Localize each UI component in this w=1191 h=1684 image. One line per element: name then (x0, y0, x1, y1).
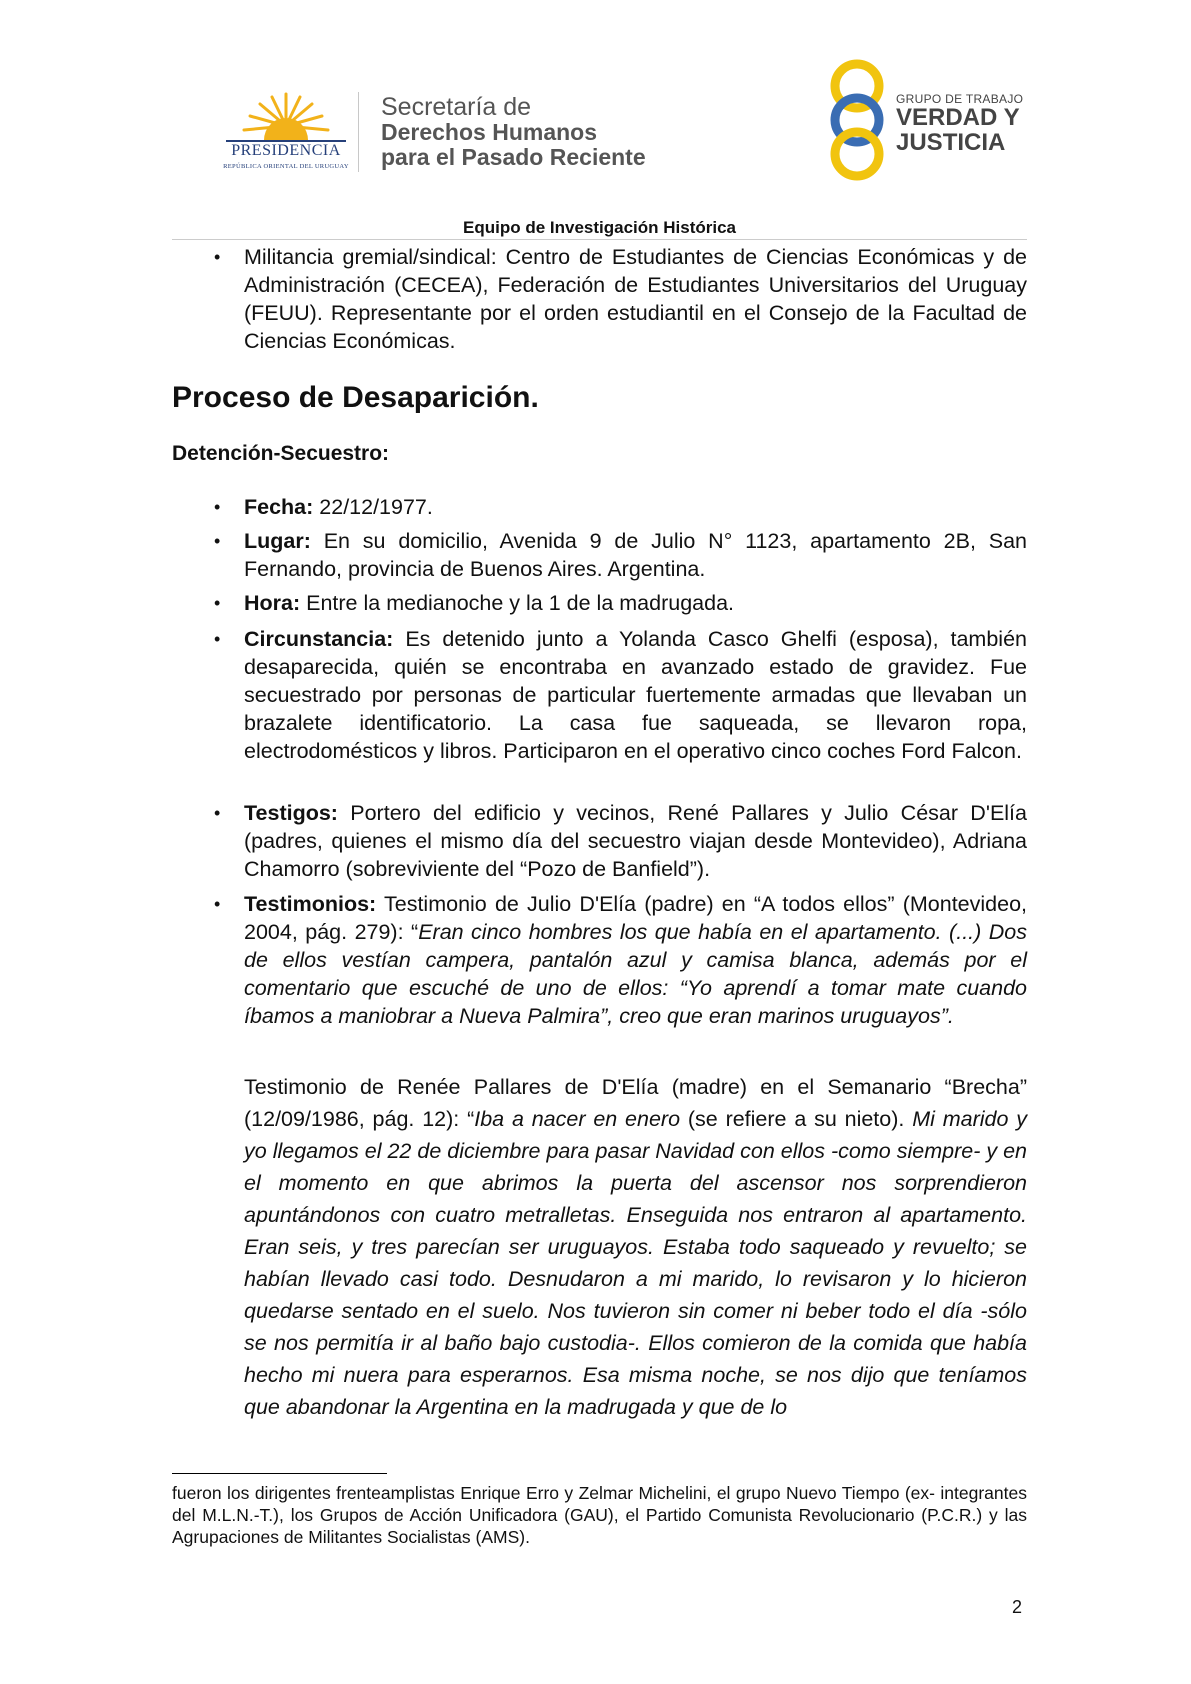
testigos-label: Testigos: (244, 801, 338, 825)
sun-icon (210, 88, 362, 148)
item-testigos (244, 799, 1027, 883)
testimonios-label: Testimonios: (244, 892, 377, 916)
item-fecha (244, 493, 1027, 521)
gtvj-line3: JUSTICIA (896, 129, 1006, 156)
item-testimonios (244, 890, 1027, 1030)
presidencia-name: PRESIDENCIA (231, 142, 341, 159)
hora-text: Entre la medianoche y la 1 de la madrugada. (300, 591, 735, 615)
testimonio-madre (244, 1071, 1027, 1423)
testimonio2-aside: (se refiere a su nieto). (680, 1107, 913, 1131)
gtvj-line2: VERDAD Y (896, 104, 1020, 131)
footnote-rule (172, 1473, 387, 1474)
gtvj-line1: GRUPO DE TRABAJO (896, 92, 1024, 106)
lugar-label: Lugar: (244, 529, 311, 553)
hora-label: Hora: (244, 591, 301, 615)
testimonio2-quote2: Mi marido y yo llegamos el 22 de diciembre para pasar Navidad con ellos -como siempre- y en el momento en que abrimos la puerta del ascensor nos sorprendieron apuntándonos con cuatro metralletas. Enseguida nos entraron al apartamento. Eran seis, y tres parecían ser uruguayos. Estaba todo saqueado y revuelto; se habían llevado casi todo. Desnudaron a mi marido, lo revisaron y lo hicieron quedarse sentado en el suelo. Nos tuvieron sin comer ni beber todo el día -sólo se nos permitía ir al baño bajo custodia-. Ellos comieron de la comida que había hecho mi nuera para esperarnos. Esa misma noche, se nos dijo que teníamos que abandonar la Argentina en la madrugada y que de lo (244, 1107, 1027, 1419)
circunstancia-text: Es detenido junto a Yolanda Casco Ghelfi (esposa), también desaparecida, quién se encontraba en avanzado estado de gravidez. Fue secuestrado por personas de particular fuertemente armadas que llevaban un brazalete identificatorio. La casa fue saqueada, se llevaron ropa, electrodomésticos y libros. Participaron en el operativo cinco coches Ford Falcon. (244, 627, 1027, 763)
page-number: 2 (1012, 1597, 1023, 1617)
militancia-bullet: • Militancia gremial/sindical: Centro de Estudiantes de Ciencias Económicas y de Administración (CECEA), Federación de Estudiantes Universitarios del Uruguay (FEUU). Representante por el orden estudiantil en el Consejo de la Facultad de Ciencias Económicas. (244, 243, 1027, 355)
fecha-text: 22/12/1977. (313, 495, 433, 519)
running-header: Equipo de Investigación Histórica (463, 218, 736, 237)
secretaria-line1: Secretaría de (381, 93, 532, 121)
item-circunstancia (244, 625, 1027, 765)
testimonios-quote: Eran cinco hombres los que había en el apartamento. (...) Dos de ellos vestían campera, pantalón azul y camisa blanca, además por el comentario que escuché de uno de ellos: “Yo aprendí a tomar mate cuando íbamos a maniobrar a Nueva Palmira”, creo que eran marinos uruguayos”. (244, 920, 1027, 1028)
circunstancia-label: Circunstancia: (244, 627, 394, 651)
lugar-text: En su domicilio, Avenida 9 de Julio N° 1123, apartamento 2B, San Fernando, provincia de Buenos Aires. Argentina. (244, 529, 1027, 581)
subsection-title: Detención-Secuestro: (172, 442, 390, 465)
verdad-justicia-logo (822, 58, 1042, 183)
presidencia-logo (210, 88, 362, 178)
secretaria-line2: Derechos Humanos (381, 119, 598, 145)
section-title: Proceso de Desaparición. (172, 381, 539, 414)
fecha-label: Fecha: (244, 495, 314, 519)
testimonios-text: Testimonio de Julio D'Elía (padre) en “A todos ellos” (Montevideo, 2004, pág. 279): “ (244, 892, 1027, 944)
header-divider (358, 92, 359, 172)
testigos-text: Portero del edificio y vecinos, René Pallares y Julio César D'Elía (padres, quienes el mismo día del secuestro viajan desde Montevideo), Adriana Chamorro (sobreviviente del “Pozo de Banfield”). (244, 801, 1027, 881)
interlocking-rings-icon (822, 58, 892, 183)
footnote: fueron los dirigentes frenteamplistas Enrique Erro y Zelmar Michelini, el grupo Nuevo Tiempo (ex- integrantes del M.L.N.-T.), los Grupos de Acción Unificadora (GAU), el Partido Comunista Revolucionario (P.C.R.) y las Agrupaciones de Militantes Socialistas (AMS). (172, 1483, 1027, 1547)
presidencia-subtitle: REPÚBLICA ORIENTAL DEL URUGUAY (223, 163, 349, 170)
testimonio2-quote1: Iba a nacer en enero (474, 1107, 681, 1131)
item-hora (244, 589, 1027, 617)
item-lugar (244, 527, 1027, 583)
header-rule (172, 239, 1027, 240)
secretaria-title (381, 95, 646, 170)
secretaria-line3: para el Pasado Reciente (381, 144, 646, 170)
testimonio2-intro: Testimonio de Renée Pallares de D'Elía (madre) en el Semanario “Brecha” (12/09/1986, pág. 12): “ (244, 1075, 1027, 1131)
